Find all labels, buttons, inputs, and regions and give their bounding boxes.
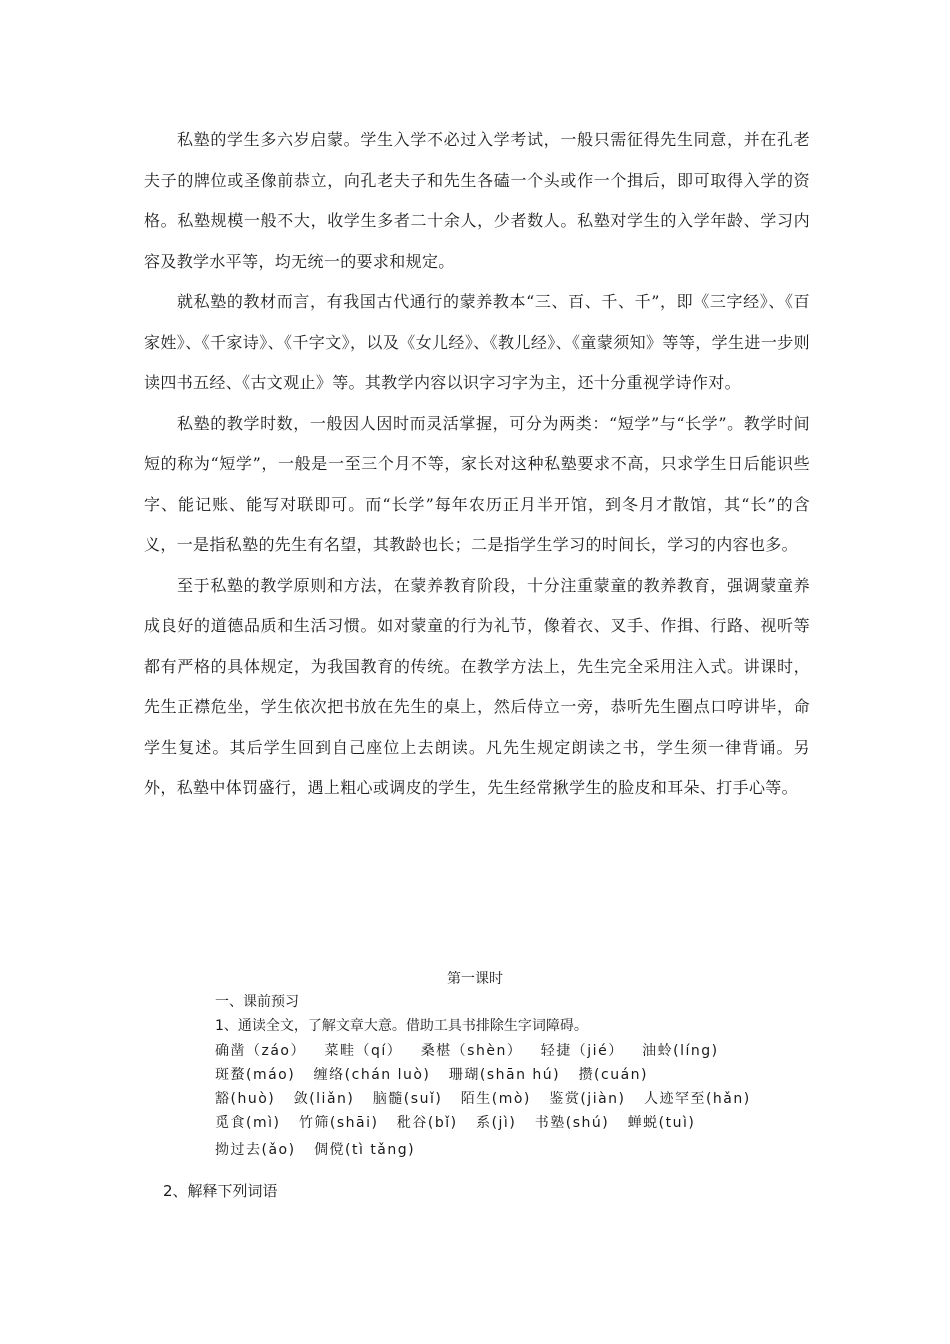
vocab-item: 缠络(chán luò)	[313, 1067, 431, 1083]
vocab-item: 陌生(mò)	[460, 1091, 531, 1107]
vocab-item: 系(jì)	[476, 1115, 517, 1131]
vocabulary-list	[215, 1039, 815, 1162]
section-heading-preview: 一、课前预习	[215, 994, 299, 1010]
vocab-item: 菜畦（qí）	[324, 1043, 403, 1059]
vocab-item: 蝉蜕(tuì)	[627, 1115, 696, 1131]
vocab-item: 竹筛(shāi)	[298, 1115, 379, 1131]
vocab-item: 书塾(shú)	[534, 1115, 610, 1131]
vocab-item: 脑髓(suǐ)	[372, 1091, 443, 1107]
article-body	[144, 120, 810, 809]
vocab-row	[215, 1087, 815, 1111]
vocab-item: 觅食(mì)	[215, 1115, 281, 1131]
vocab-row	[215, 1111, 815, 1135]
vocab-item: 珊瑚(shān hú)	[448, 1067, 561, 1083]
vocab-item: 人迹罕至(hǎn)	[643, 1091, 751, 1107]
vocab-item: 攒(cuán)	[578, 1067, 649, 1083]
vocab-item: 鉴赏(jiàn)	[549, 1091, 626, 1107]
vocab-item: 豁(huò)	[215, 1091, 276, 1107]
vocab-item: 倜傥(tì tǎng)	[314, 1142, 416, 1158]
vocab-item: 秕谷(bǐ)	[396, 1115, 458, 1131]
vocab-item: 斑蝥(máo)	[215, 1067, 296, 1083]
vocab-item: 拗过去(ǎo)	[215, 1142, 296, 1158]
paragraph-enrollment: 私塾的学生多六岁启蒙。学生入学不必过入学考试，一般只需征得先生同意，并在孔老夫子的牌位或圣像前恭立，向孔老夫子和先生各磕一个头或作一个揖后，即可取得入学的资格。私塾规模一般不大，收学生多者二十余人，少者数人。私塾对学生的入学年龄、学习内容及教学水平等，均无统一的要求和规定。	[144, 130, 810, 271]
vocab-item: 轻捷（jié）	[540, 1043, 624, 1059]
paragraph-schedule: 私塾的教学时数，一般因人因时而灵活掌握，可分为两类：“短学”与“长学”。教学时间短的称为“短学”，一般是一至三个月不等，家长对这种私塾要求不高，只求学生日后能识些字、能记账、能写对联即可。而“长学”每年农历正月半开馆，到冬月才散馆，其“长”的含义，一是指私塾的先生有名望，其教龄也长；二是指学生学习的时间长，学习的内容也多。	[144, 413, 810, 554]
vocab-item: 桑椹（shèn）	[420, 1043, 523, 1059]
question-explain-words: 2、解释下列词语	[163, 1182, 278, 1200]
paragraph-methods: 至于私塾的教学原则和方法，在蒙养教育阶段，十分注重蒙童的教养教育，强调蒙童养成良好的道德品质和生活习惯。如对蒙童的行为礼节，像着衣、叉手、作揖、行路、视听等都有严格的具体规定，为我国教育的传统。在教学方法上，先生完全采用注入式。讲课时，先生正襟危坐，学生依次把书放在先生的桌上，然后侍立一旁，恭听先生圈点口哼讲毕，命学生复述。其后学生回到自己座位上去朗读。凡先生规定朗读之书，学生须一律背诵。另外，私塾中体罚盛行，遇上粗心或调皮的学生，先生经常揪学生的脸皮和耳朵、打手心等。	[144, 575, 810, 797]
vocab-row	[215, 1039, 815, 1063]
vocab-item: 敛(liǎn)	[293, 1091, 355, 1107]
vocab-item: 确凿（záo）	[215, 1043, 306, 1059]
vocab-row	[215, 1063, 815, 1087]
vocab-row	[215, 1138, 815, 1162]
lesson-title: 第一课时	[447, 971, 503, 987]
instruction-read-text: 1、通读全文，了解文章大意。借助工具书排除生字词障碍。	[215, 1018, 588, 1034]
vocab-item: 油蛉(líng)	[642, 1043, 719, 1059]
paragraph-textbooks: 就私塾的教材而言，有我国古代通行的蒙养教本“三、百、千、千”，即《三字经》、《百家姓》、《千家诗》、《千字文》，以及《女儿经》、《教儿经》、《童蒙须知》等等，学生进一步则读四书五经、《古文观止》等。其教学内容以识字习字为主，还十分重视学诗作对。	[144, 292, 810, 392]
